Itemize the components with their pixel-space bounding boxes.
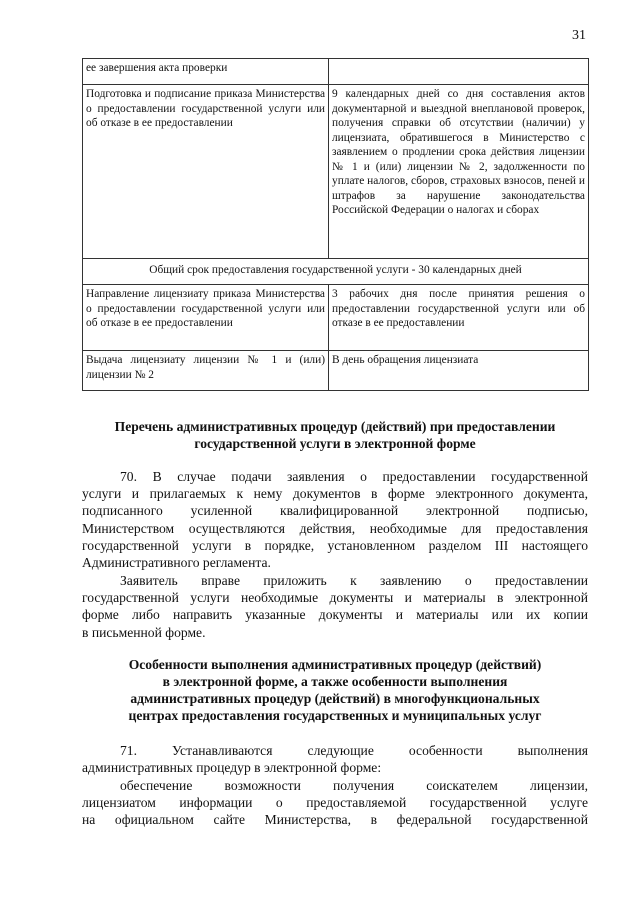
section-heading-electronic-mfc-features — [82, 656, 588, 724]
table-row — [83, 285, 589, 351]
paragraph-line: обеспечение возможности получения соискателем лицензии, — [120, 778, 588, 793]
table-row — [83, 259, 589, 285]
paragraph-line: форме либо направить указанные документы и материалы или их копии — [82, 607, 588, 623]
paragraph-line: услуги и прилагаемых к нему документов в форме электронного документа, — [82, 486, 588, 502]
paragraph-applicant — [82, 572, 588, 641]
procedure-table — [82, 58, 589, 391]
table-row — [83, 85, 589, 259]
paragraph-line: государственной услуги необходимые документы и материалы в электронной — [82, 590, 588, 606]
paragraph-line: лицензиатом информации о предоставляемой государственной услуге — [82, 795, 588, 811]
paragraph-line: государственной услуги в порядке, установленном разделом III настоящего — [82, 537, 588, 553]
paragraph-line: на официальном сайте Министерства, в федеральной государственной — [82, 812, 588, 828]
heading-line: административных процедур (действий) в многофункциональных — [130, 691, 540, 706]
heading-line: в электронной форме, а также особенности выполнения — [162, 674, 508, 689]
paragraph-provision — [82, 777, 588, 829]
section-heading-electronic-procedures — [82, 418, 588, 452]
table-cell-step: Направление лицензиату приказа Министерства о предоставлении государственной услуги или об отказе в ее предоставлении — [83, 285, 329, 351]
table-cell-term: 3 рабочих дня после принятия решения о предоставлении государственной услуги или об отказе в ее предоставлении — [329, 285, 589, 351]
heading-line: Перечень административных процедур (действий) при предоставлении — [114, 419, 556, 434]
table-cell-term: 9 календарных дней со дня составления актов документарной и выездной внеплановой проверок, получения справки об отсутствии (наличии) у лицензиата, обратившегося в Министерство с заявлением о продлении срока действия лицензии № 1 и (или) лицензии № 2, задолженности по уплате налогов, сборов, страховых взносов, пеней и штрафов за нарушение законодательства Российской Федерации о налогах и сборах — [329, 85, 589, 259]
paragraph-line: 70. В случае подачи заявления о предоставлении государственной — [120, 469, 588, 484]
table-cell-term — [329, 59, 589, 85]
paragraph-line: 71. Устанавливаются следующие особенности выполнения — [120, 743, 588, 758]
table-cell-step: Выдача лицензиату лицензии № 1 и (или) лицензии № 2 — [83, 351, 329, 391]
table-row — [83, 59, 589, 85]
table-row — [83, 351, 589, 391]
paragraph-line: Заявитель вправе приложить к заявлению о предоставлении — [120, 573, 588, 588]
heading-line: Особенности выполнения административных процедур (действий) — [128, 657, 542, 672]
paragraph-71 — [82, 742, 588, 776]
page-number: 31 — [572, 28, 586, 43]
table-cell-total-term: Общий срок предоставления государственной услуги - 30 календарных дней — [83, 259, 589, 285]
paragraph-line: Министерством осуществляются действия, необходимые для предоставления — [82, 520, 588, 536]
heading-line: государственной услуги в электронной форме — [194, 436, 476, 451]
paragraph-line: Административного регламента. — [82, 555, 271, 571]
paragraph-line: административных процедур в электронной форме: — [82, 760, 382, 776]
table-cell-term: В день обращения лицензиата — [329, 351, 589, 391]
table-cell-step: ее завершения акта проверки — [83, 59, 329, 85]
paragraph-line: в письменной форме. — [82, 624, 206, 640]
paragraph-line: подписанного усиленной квалифицированной электронной подписью, — [82, 503, 588, 519]
heading-line: центрах предоставления государственных и муниципальных услуг — [128, 708, 542, 723]
table-cell-step: Подготовка и подписание приказа Министерства о предоставлении государственной услуги или об отказе в ее предоставлении — [83, 85, 329, 259]
paragraph-70 — [82, 468, 588, 571]
